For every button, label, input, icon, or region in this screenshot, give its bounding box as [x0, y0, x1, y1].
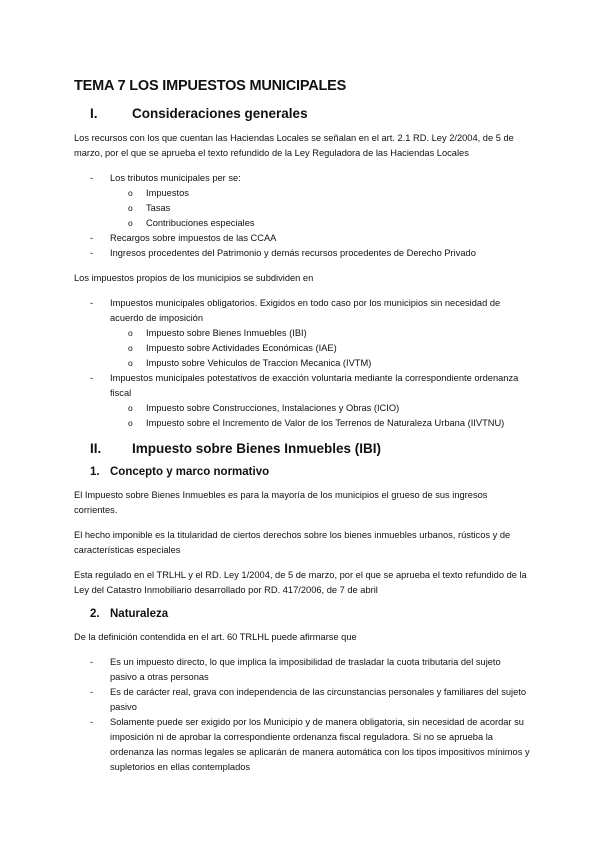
section-heading-2 — [74, 441, 530, 456]
paragraph: De la definición contendida en el art. 60 TRLHL puede afirmarse que — [74, 632, 357, 642]
section-title: Impuesto sobre Bienes Inmuebles (IBI) — [132, 441, 382, 456]
sub-list-item: o Impuesto sobre el Incremento de Valor de los Terrenos de Naturaleza Urbana (IIVTNU) — [128, 418, 505, 428]
subsection-title: Naturaleza — [110, 608, 169, 620]
paragraph: Los recursos con los que cuentan las Haciendas Locales se señalan en el art. 2.1 RD. Ley 2/2004, de 5 de marzo, por el que se aprueba el texto refundido de la Ley Reguladora de las Haciendas Locales — [74, 133, 514, 158]
document-title: TEMA 7 LOS IMPUESTOS MUNICIPALES — [74, 78, 347, 94]
paragraph: El Impuesto sobre Bienes Inmuebles es para la mayoría de los municipios el grueso de sus ingresos corrientes. — [74, 490, 488, 515]
section-heading-1 — [74, 106, 530, 121]
sub-list-item: o Impusto sobre Vehiculos de Traccion Mecanica (IVTM) — [128, 358, 372, 368]
subsection-heading-1 — [74, 466, 530, 478]
subsection-title: Concepto y marco normativo — [110, 466, 270, 478]
paragraph: Esta regulado en el TRLHL y el RD. Ley 1/2004, de 5 de marzo, por el que se aprueba el texto refundido de la Ley del Catastro Inmobiliario desarrollado por RD. 417/2006, de 7 de abril — [74, 570, 527, 595]
sub-list-item: o Contribuciones especiales — [128, 218, 255, 228]
list-item: - Ingresos procedentes del Patrimonio y demás recursos procedentes de Derecho Privado — [90, 248, 476, 258]
sub-list-item: o Impuesto sobre Bienes Inmuebles (IBI) — [128, 328, 307, 338]
list-item: - Impuestos municipales obligatorios. Exigidos en todo caso por los municipios sin necesidad de acuerdo de imposición — [90, 298, 501, 323]
section-number: II. — [90, 441, 102, 456]
section-number: I. — [90, 106, 98, 121]
bullet-list — [74, 655, 530, 775]
sub-list-item: o Impuesto sobre Actividades Económicas (IAE) — [128, 343, 337, 353]
list-item: - Solamente puede ser exigido por los Municipio y de manera obligatoria, sin necesidad de acordar su imposición ni de aprobar la correspondiente ordenanza fiscal reguladora. Si no se aprueba la ordenanza las normas legales se aplicarán de manera automática con los tipos impositivos mínimos y supletorios en ellas contemplados — [90, 717, 530, 772]
list-item: - Impuestos municipales potestativos de exacción voluntaria mediante la correspondiente ordenanza fiscal — [90, 373, 519, 398]
list-item: - Es de carácter real, grava con independencia de las circunstancias personales y familiares del sujeto pasivo — [90, 687, 527, 712]
subsection-heading-2 — [74, 608, 530, 620]
list-item: - Los tributos municipales per se: — [90, 173, 241, 183]
subsection-number: 1. — [90, 466, 100, 478]
sub-list-item: o Impuestos — [128, 188, 189, 198]
paragraph: Los impuestos propios de los municipios se subdividen en — [74, 273, 314, 283]
paragraph: El hecho imponible es la titularidad de ciertos derechos sobre los bienes inmuebles urbanos, rústicos y de características especiales — [74, 530, 511, 555]
section-title: Consideraciones generales — [132, 106, 308, 121]
sub-list-item: o Impuesto sobre Construcciones, Instalaciones y Obras (ICIO) — [128, 403, 400, 413]
list-item: - Es un impuesto directo, lo que implica la imposibilidad de trasladar la cuota tributaria del sujeto pasivo a otras personas — [90, 657, 501, 682]
bullet-list — [74, 171, 530, 261]
subsection-number: 2. — [90, 608, 100, 620]
list-item: - Recargos sobre impuestos de las CCAA — [90, 233, 277, 243]
sub-list-item: o Tasas — [128, 203, 171, 213]
bullet-list — [74, 296, 530, 431]
